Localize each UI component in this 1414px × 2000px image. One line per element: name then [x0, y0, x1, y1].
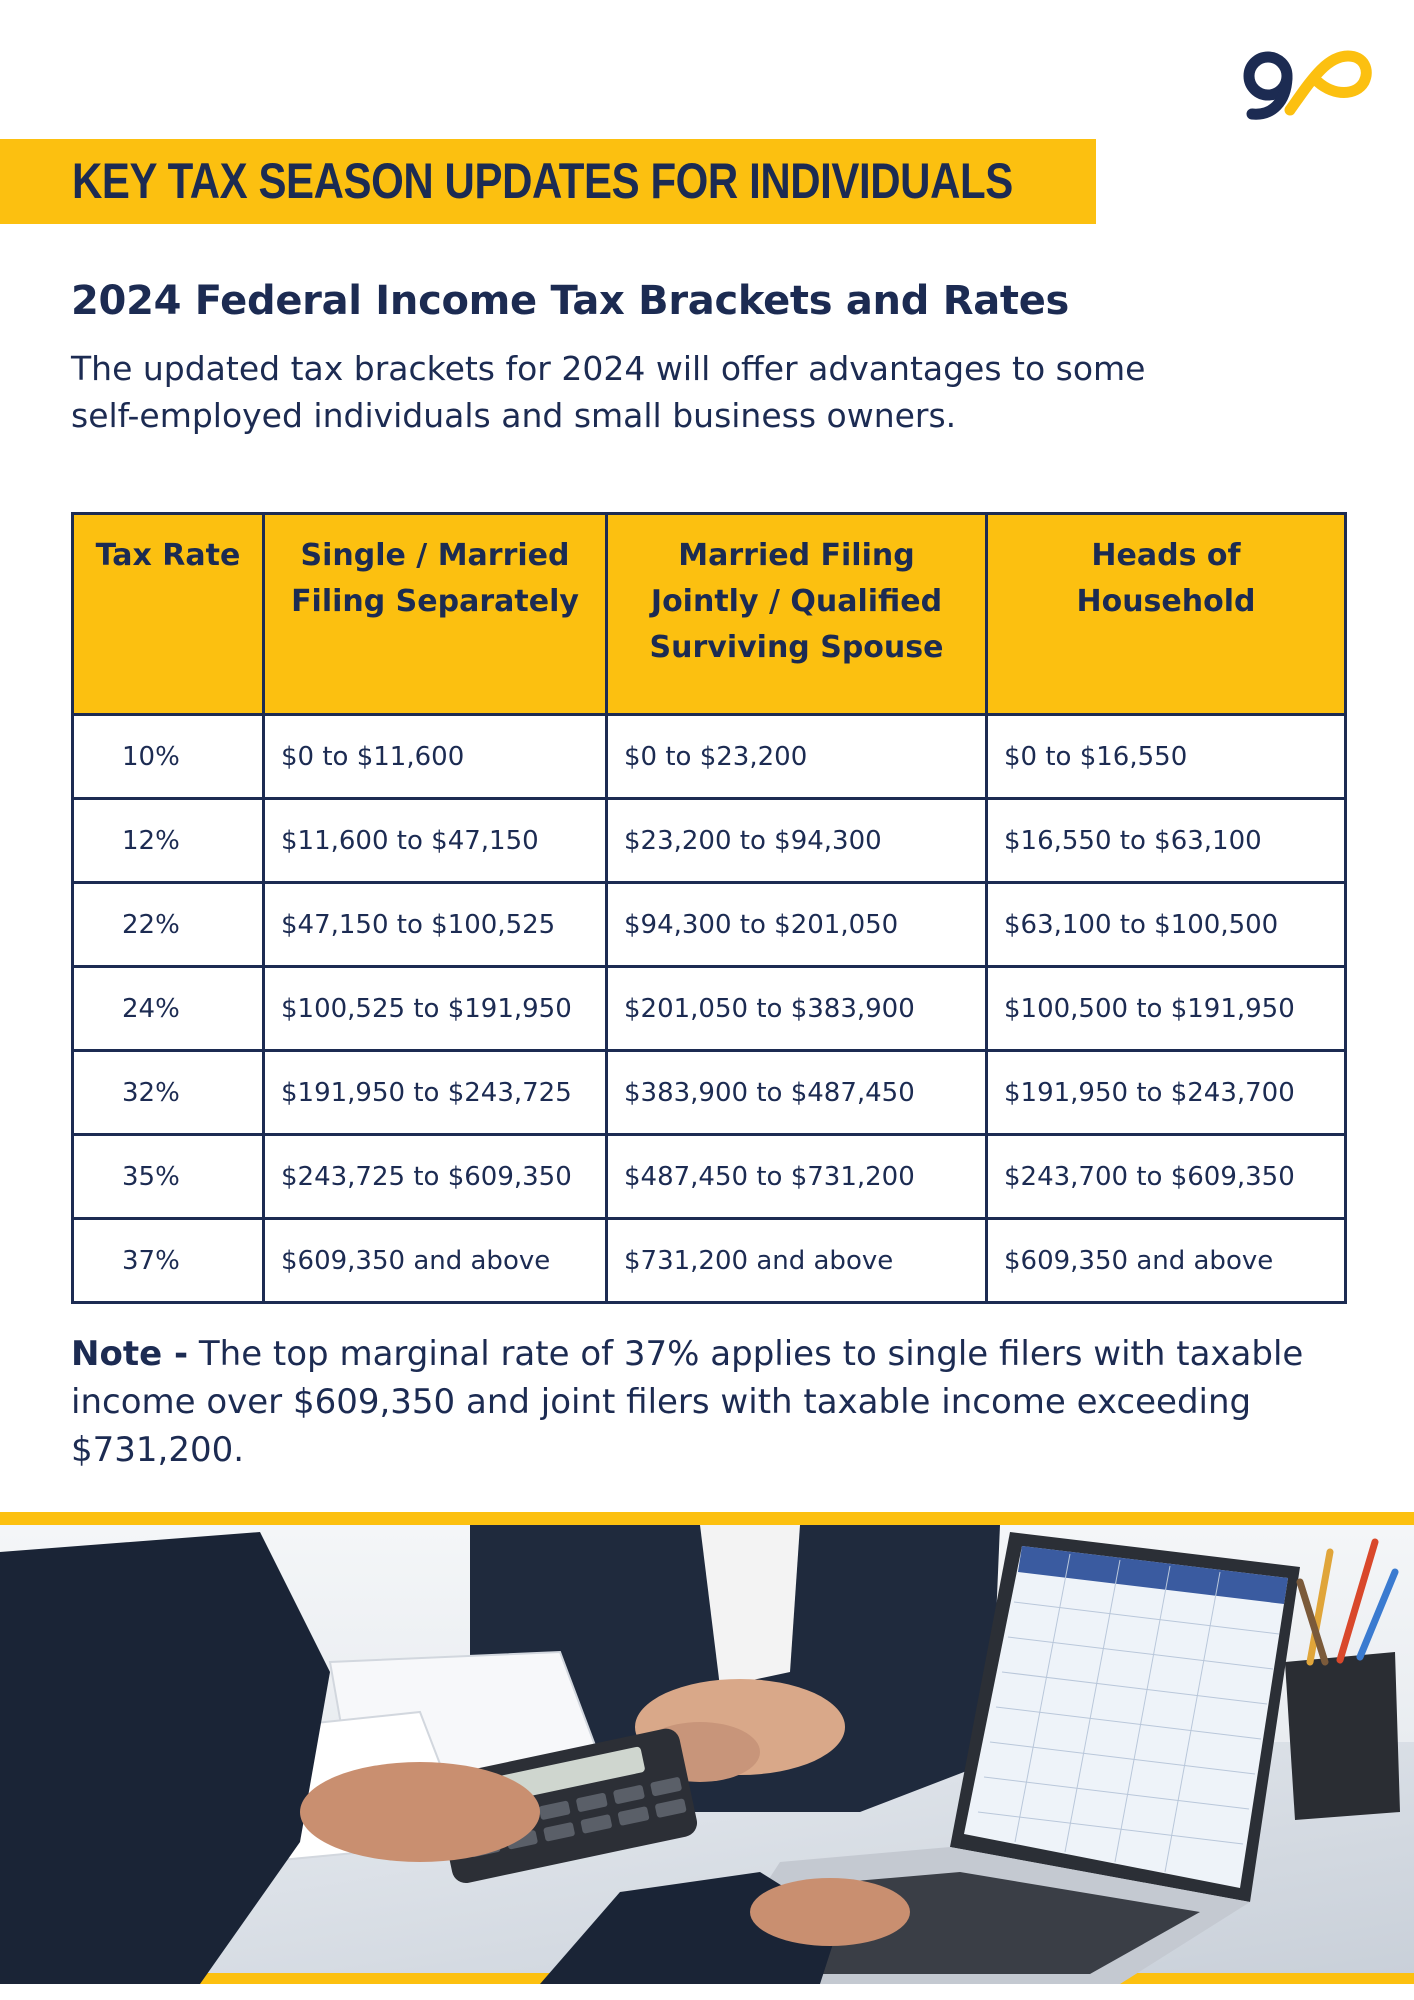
- table-row: [73, 715, 1346, 799]
- joint-cell: $94,300 to $201,050: [607, 883, 987, 967]
- head-cell: $243,700 to $609,350: [987, 1135, 1346, 1219]
- joint-cell: $487,450 to $731,200: [607, 1135, 987, 1219]
- head-cell: $191,950 to $243,700: [987, 1051, 1346, 1135]
- single-cell: $0 to $11,600: [264, 715, 607, 799]
- brand-logo-icon: [1238, 42, 1376, 120]
- table-row: [73, 883, 1346, 967]
- note-text: The top marginal rate of 37% applies to single filers with taxable income over $609,350 and joint filers with taxable income exceeding $731,200.: [71, 1334, 1304, 1470]
- joint-cell: $201,050 to $383,900: [607, 967, 987, 1051]
- head-cell: $16,550 to $63,100: [987, 799, 1346, 883]
- single-cell: $243,725 to $609,350: [264, 1135, 607, 1219]
- page-title: KEY TAX SEASON UPDATES FOR INDIVIDUALS: [72, 153, 1013, 209]
- single-cell: $47,150 to $100,525: [264, 883, 607, 967]
- section-title: 2024 Federal Income Tax Brackets and Rates: [71, 278, 1070, 324]
- head-cell: $100,500 to $191,950: [987, 967, 1346, 1051]
- rate-cell: 12%: [73, 799, 264, 883]
- joint-cell: $0 to $23,200: [607, 715, 987, 799]
- joint-cell: $23,200 to $94,300: [607, 799, 987, 883]
- head-cell: $0 to $16,550: [987, 715, 1346, 799]
- table-row: [73, 1135, 1346, 1219]
- table-row: [73, 967, 1346, 1051]
- table-row: [73, 1051, 1346, 1135]
- note-paragraph: [71, 1330, 1361, 1474]
- head-cell: $609,350 and above: [987, 1219, 1346, 1303]
- header-single: Single / Married Filing Separately: [264, 514, 607, 715]
- joint-cell: $731,200 and above: [607, 1219, 987, 1303]
- rate-cell: 35%: [73, 1135, 264, 1219]
- header-banner: [0, 139, 1096, 224]
- joint-cell: $383,900 to $487,450: [607, 1051, 987, 1135]
- header-tax-rate: Tax Rate: [73, 514, 264, 715]
- head-cell: $63,100 to $100,500: [987, 883, 1346, 967]
- header-heads-of-household: Heads of Household: [987, 514, 1346, 715]
- single-cell: $191,950 to $243,725: [264, 1051, 607, 1135]
- table-row: [73, 799, 1346, 883]
- rate-cell: 22%: [73, 883, 264, 967]
- header-married-jointly: Married Filing Jointly / Qualified Surviving Spouse: [607, 514, 987, 715]
- tax-brackets-table: [71, 512, 1347, 1304]
- single-cell: $11,600 to $47,150: [264, 799, 607, 883]
- note-label: Note -: [71, 1334, 189, 1374]
- rate-cell: 24%: [73, 967, 264, 1051]
- table-row: [73, 1219, 1346, 1303]
- single-cell: $609,350 and above: [264, 1219, 607, 1303]
- rate-cell: 10%: [73, 715, 264, 799]
- single-cell: $100,525 to $191,950: [264, 967, 607, 1051]
- rate-cell: 37%: [73, 1219, 264, 1303]
- rate-cell: 32%: [73, 1051, 264, 1135]
- intro-text: The updated tax brackets for 2024 will offer advantages to some self-employed individuals and small business owners.: [71, 349, 1146, 435]
- office-accounting-photo: [0, 1512, 1414, 1984]
- table-header-row: [73, 514, 1346, 715]
